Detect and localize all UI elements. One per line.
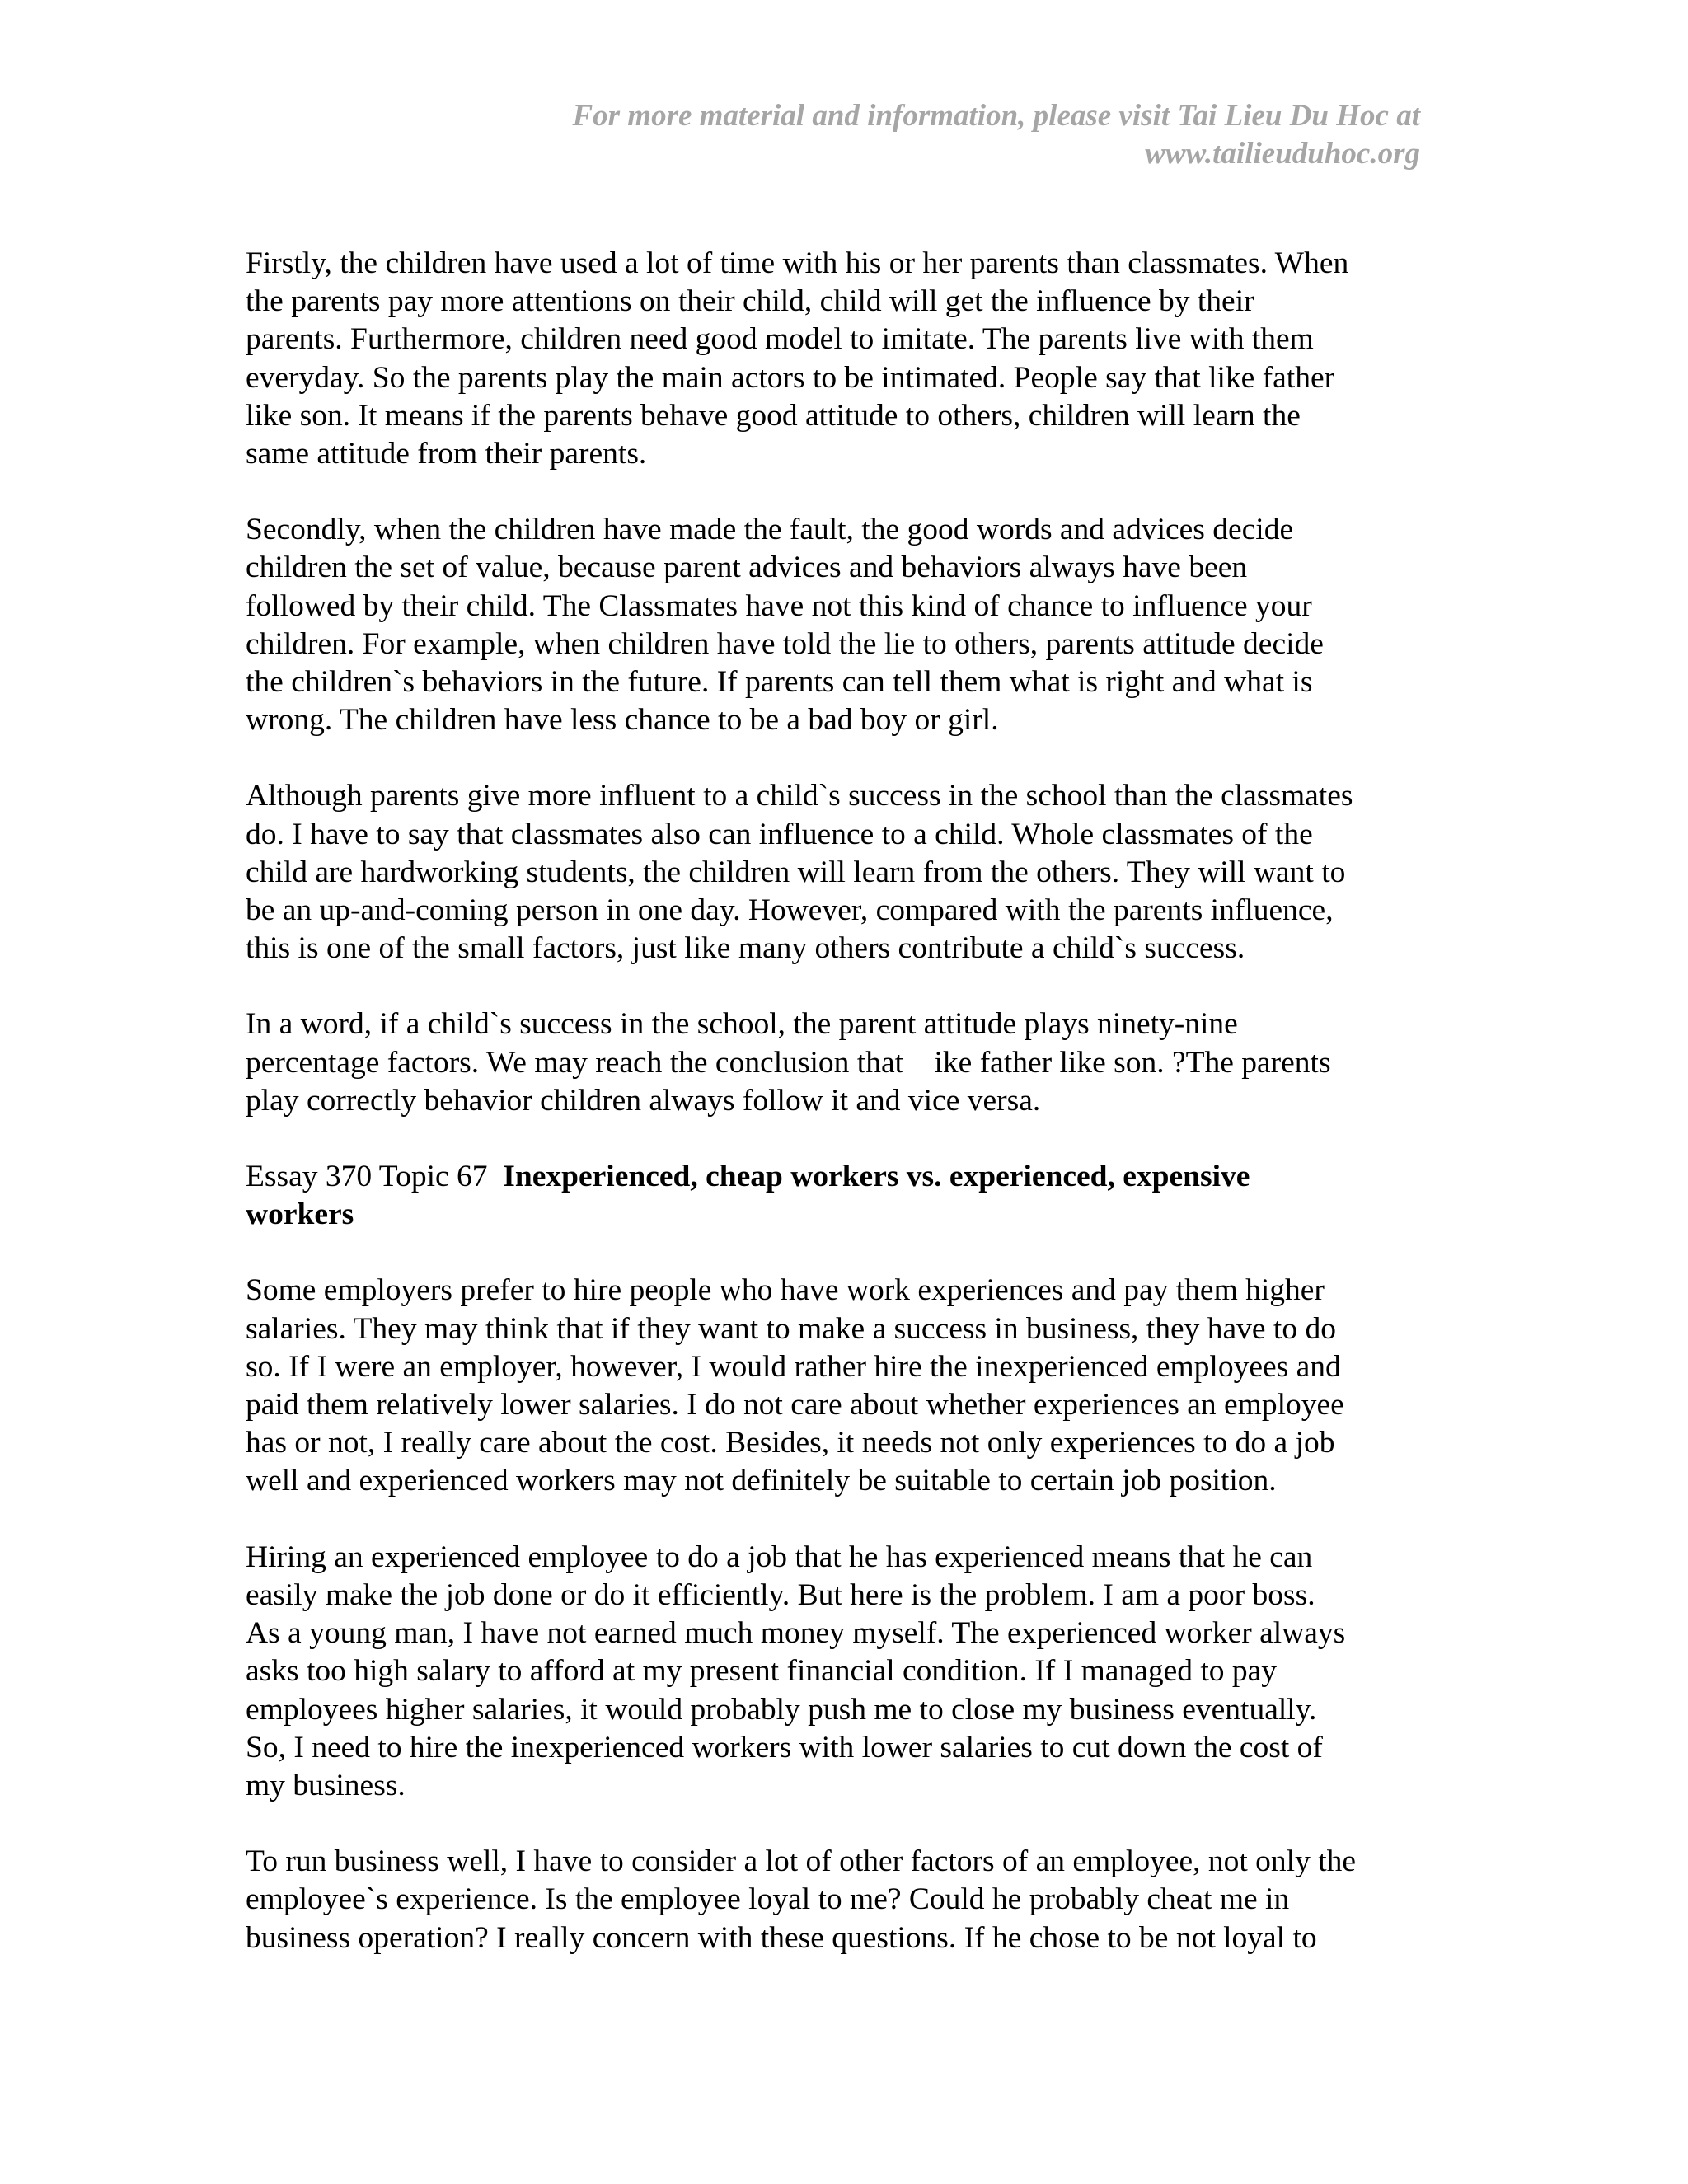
text-line: do. I have to say that classmates also can influence to a child. Whole classmates of the [246,817,1313,851]
header-line-1: For more material and information, please visit Tai Lieu Du Hoc at [572,99,1420,133]
text-line: As a young man, I have not earned much money myself. The experienced worker always [246,1616,1346,1651]
essay-title: Inexperienced, cheap workers vs. experienced, expensive [503,1160,1250,1194]
document-body [246,245,1449,1995]
text-line: the children`s behaviors in the future. If parents can tell them what is right and what is [246,665,1313,700]
text-line: parents. Furthermore, children need good model to imitate. The parents live with them [246,322,1314,357]
text-line: easily make the job done or do it efficiently. But here is the problem. I am a poor boss. [246,1577,1315,1612]
paragraph-6 [246,1539,1449,1805]
paragraph-2 [246,511,1449,739]
essay-heading-line-2 [246,1196,1449,1234]
text-line: has or not, I really care about the cost. Besides, it needs not only experiences to do a job [246,1426,1335,1460]
paragraph-4 [246,1005,1449,1120]
text-line: To run business well, I have to consider a lot of other factors of an employee, not only the [246,1844,1357,1879]
text-line: followed by their child. The Classmates have not this kind of chance to influence your [246,588,1312,623]
text-line: child are hardworking students, the children will learn from the others. They will want to [246,855,1346,889]
text-line: employees higher salaries, it would probably push me to close my business eventually. [246,1692,1317,1727]
paragraph-7 [246,1843,1449,1957]
essay-number-label: Essay 370 Topic 67 [246,1160,504,1194]
text-line: the parents pay more attentions on their child, child will get the influence by their [246,284,1254,319]
text-line: wrong. The children have less chance to be a bad boy or girl. [246,703,999,738]
text-line: so. If I were an employer, however, I would rather hire the inexperienced employees and [246,1349,1341,1384]
text-line: percentage factors. We may reach the conclusion that ike father like son. ?The parents [246,1045,1331,1080]
text-line: In a word, if a child`s success in the school, the parent attitude plays ninety-nine [246,1007,1238,1042]
text-line: my business. [246,1768,406,1802]
text-line: everyday. So the parents play the main actors to be intimated. People say that like father [246,360,1335,395]
paragraph-3 [246,777,1449,968]
text-line: salaries. They may think that if they want to make a success in business, they have to do [246,1311,1336,1346]
text-line: Although parents give more influent to a child`s success in the school than the classmates [246,779,1353,813]
text-line: So, I need to hire the inexperienced workers with lower salaries to cut down the cost of [246,1730,1323,1765]
text-line: children. For example, when children have told the lie to others, parents attitude decide [246,626,1324,661]
text-line: employee`s experience. Is the employee loyal to me? Could he probably cheat me in [246,1882,1290,1917]
text-line: Some employers prefer to hire people who have work experiences and pay them higher [246,1273,1325,1308]
paragraph-1 [246,245,1449,473]
text-line: Firstly, the children have used a lot of time with his or her parents than classmates. When [246,246,1349,280]
essay-heading [246,1158,1449,1234]
text-line: business operation? I really concern with these questions. If he chose to be not loyal to [246,1920,1317,1955]
essay-title-continued: workers [246,1197,354,1232]
text-line: be an up-and-coming person in one day. However, compared with the parents influence, [246,893,1334,928]
page-header [266,97,1420,173]
paragraph-5 [246,1272,1449,1500]
essay-heading-line-1 [246,1158,1449,1196]
text-line: asks too high salary to afford at my present financial condition. If I managed to pay [246,1654,1278,1689]
text-line: Hiring an experienced employee to do a job that he has experienced means that he can [246,1540,1313,1574]
text-line: children the set of value, because parent advices and behaviors always have been [246,551,1248,585]
text-line: like son. It means if the parents behave good attitude to others, children will learn the [246,398,1301,433]
text-line: well and experienced workers may not definitely be suitable to certain job position. [246,1464,1277,1498]
text-line: this is one of the small factors, just like many others contribute a child`s success. [246,931,1245,966]
text-line: Secondly, when the children have made the fault, the good words and advices decide [246,513,1294,547]
text-line: same attitude from their parents. [246,437,647,471]
text-line: paid them relatively lower salaries. I do not care about whether experiences an employee [246,1388,1344,1422]
header-website-link[interactable]: www.tailieuduhoc.org [1145,137,1420,171]
text-line: play correctly behavior children always follow it and vice versa. [246,1083,1041,1118]
